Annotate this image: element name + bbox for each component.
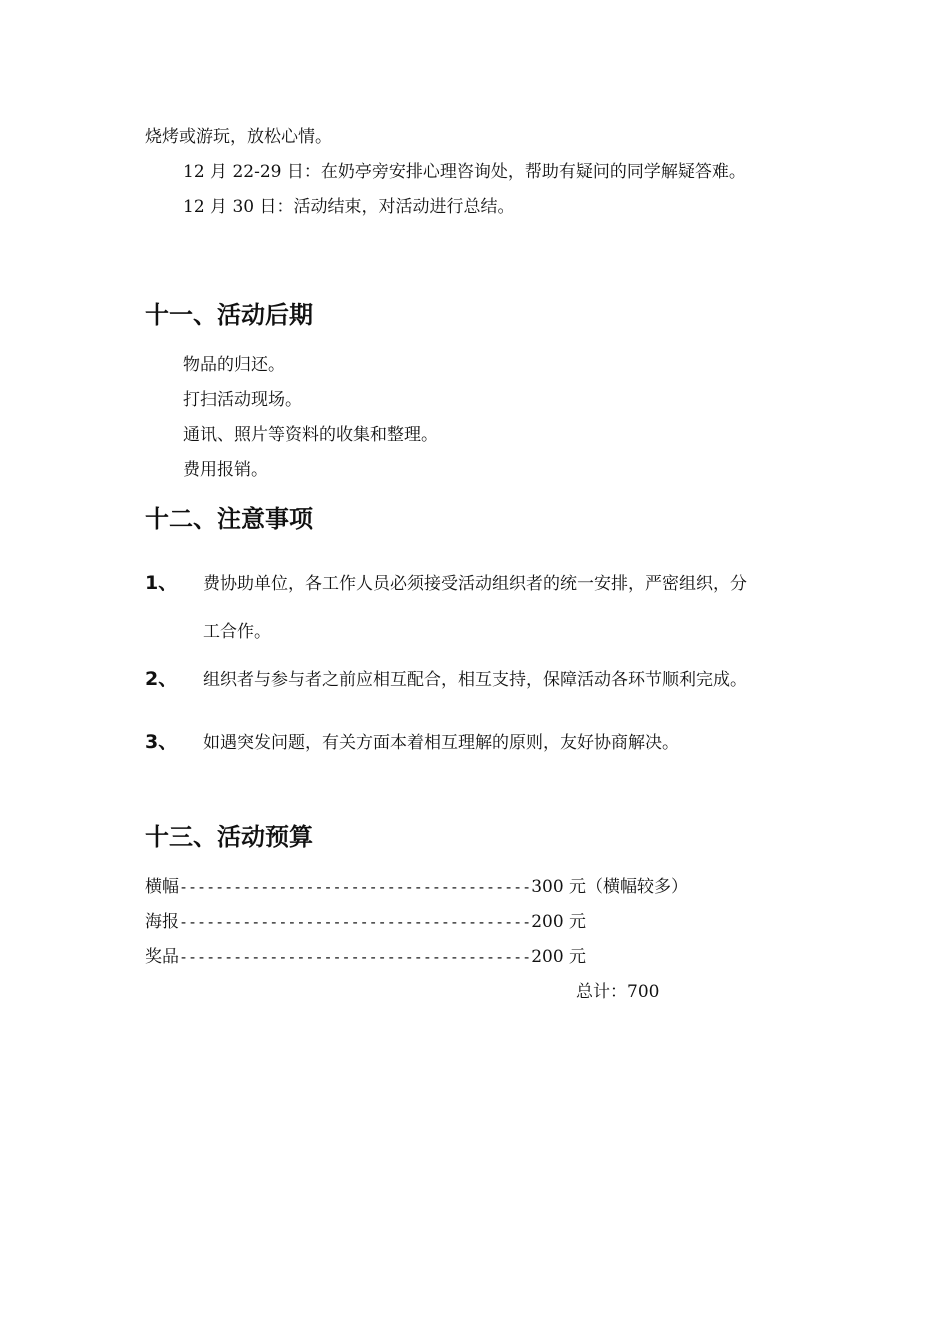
budget-amount: 300 元（横幅较多） [531, 877, 689, 897]
schedule-line: 12 月 30 日：活动结束，对活动进行总结。 [183, 197, 515, 217]
note-text: 如遇突发问题，有关方面本着相互理解的原则，友好协商解决。 [203, 733, 679, 753]
budget-item: 横幅 [145, 877, 179, 897]
budget-item: 海报 [145, 912, 179, 932]
schedule-line: 12 月 22-29 日：在奶亭旁安排心理咨询处，帮助有疑问的同学解疑答难。 [183, 162, 746, 182]
section-heading: 十一、活动后期 [145, 301, 313, 329]
item-number: 2、 [145, 668, 178, 690]
leader-dashes: --------------------------------------- [179, 948, 532, 966]
list-item: 费用报销。 [183, 460, 268, 480]
section-heading: 十三、活动预算 [145, 823, 313, 851]
budget-item: 奖品 [145, 947, 179, 967]
item-number: 1、 [145, 572, 178, 594]
list-item: 通讯、照片等资料的收集和整理。 [183, 425, 438, 445]
budget-amount: 200 元 [531, 912, 587, 932]
budget-total: 总计：700 [576, 982, 660, 1002]
item-number: 3、 [145, 731, 178, 753]
budget-row [145, 910, 586, 934]
budget-row [145, 945, 586, 969]
note-text-continued: 工合作。 [203, 622, 271, 642]
section-heading: 十二、注意事项 [145, 505, 313, 533]
budget-amount: 200 元 [531, 947, 587, 967]
note-text: 费协助单位，各工作人员必须接受活动组织者的统一安排，严密组织，分 [203, 574, 747, 594]
budget-row [145, 875, 688, 899]
leader-dashes: --------------------------------------- [179, 878, 532, 896]
list-item: 打扫活动现场。 [183, 390, 302, 410]
list-item: 物品的归还。 [183, 355, 285, 375]
note-text: 组织者与参与者之前应相互配合，相互支持，保障活动各环节顺利完成。 [203, 670, 747, 690]
schedule-line: 烧烤或游玩，放松心情。 [145, 127, 332, 147]
leader-dashes: --------------------------------------- [179, 913, 532, 931]
